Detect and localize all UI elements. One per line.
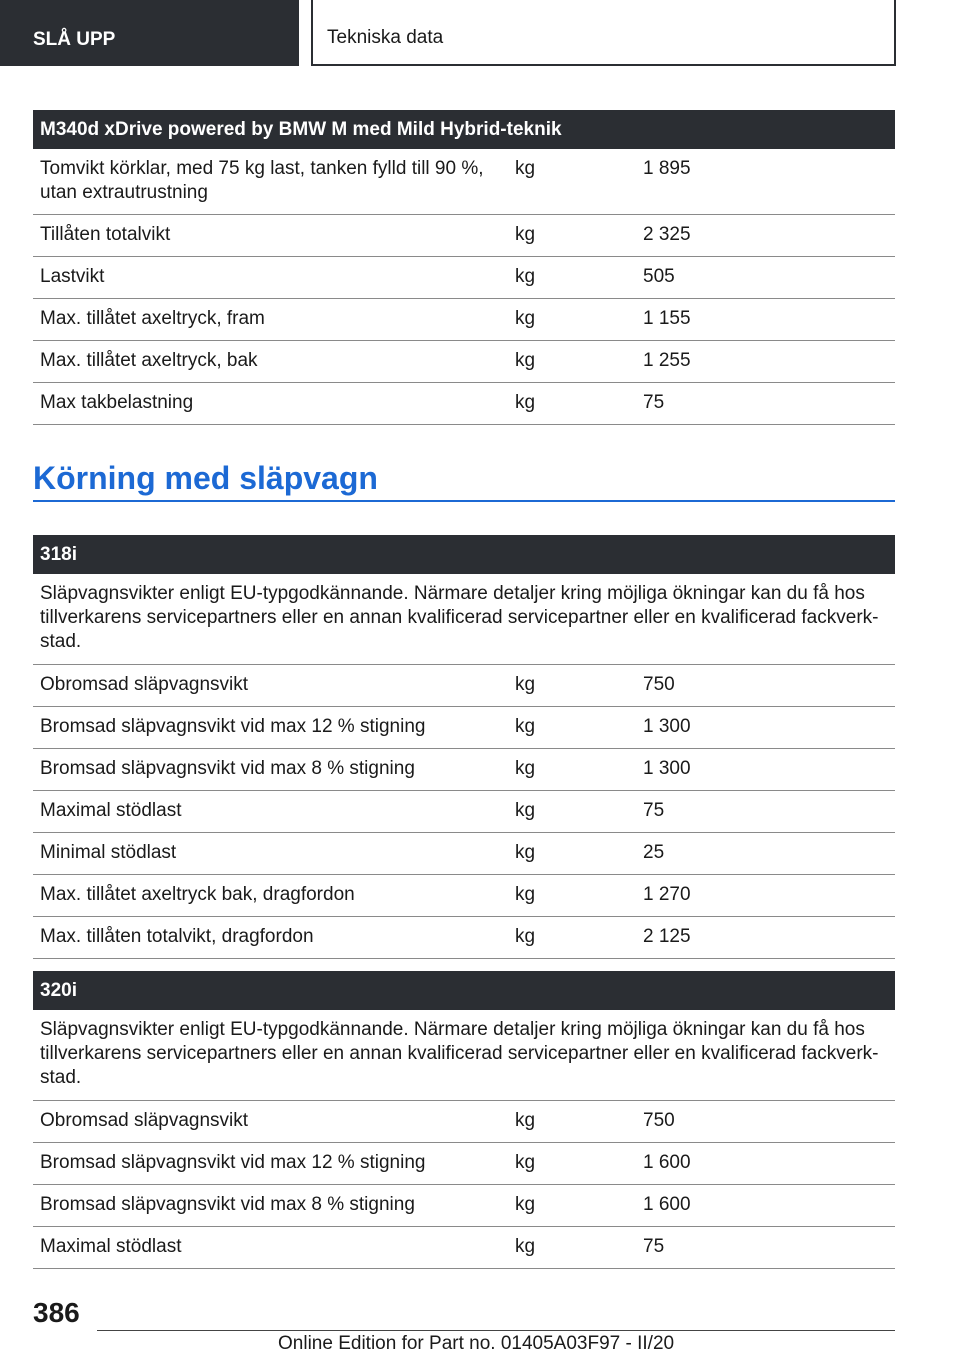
row-unit: kg (508, 341, 636, 383)
row-unit: kg (508, 791, 636, 833)
table-row (33, 383, 895, 425)
row-value: 75 (636, 791, 895, 833)
table-row (33, 791, 895, 833)
row-unit: kg (508, 149, 636, 215)
page-number: 386 (33, 1297, 80, 1328)
table-row (33, 1185, 895, 1227)
table-note-row (33, 1010, 895, 1101)
table-header-row (33, 535, 895, 574)
row-value: 2 325 (636, 215, 895, 257)
table-header-row (33, 110, 895, 149)
row-label: Bromsad släpvagnsvikt vid max 8 % stigning (33, 1185, 508, 1227)
row-unit: kg (508, 1101, 636, 1143)
table-row (33, 299, 895, 341)
row-value: 1 895 (636, 149, 895, 215)
row-value: 1 600 (636, 1143, 895, 1185)
row-label: Obromsad släpvagnsvikt (33, 1101, 508, 1143)
table-row (33, 149, 895, 215)
weights-table-m340d (33, 110, 895, 425)
row-value: 505 (636, 257, 895, 299)
row-unit: kg (508, 299, 636, 341)
row-unit: kg (508, 1143, 636, 1185)
table-note-row (33, 574, 895, 665)
table-row (33, 833, 895, 875)
top-navigation (0, 0, 960, 66)
row-value: 750 (636, 1101, 895, 1143)
row-value: 1 300 (636, 749, 895, 791)
row-value: 750 (636, 665, 895, 707)
table-title: 320i (33, 971, 895, 1010)
row-unit: kg (508, 875, 636, 917)
row-value: 2 125 (636, 917, 895, 959)
row-value: 75 (636, 383, 895, 425)
row-label: Max. tillåtet axeltryck bak, dragfordon (33, 875, 508, 917)
row-label: Maximal stödlast (33, 791, 508, 833)
row-value: 1 600 (636, 1185, 895, 1227)
table-row (33, 917, 895, 959)
row-unit: kg (508, 749, 636, 791)
row-label: Lastvikt (33, 257, 508, 299)
table-row (33, 1101, 895, 1143)
row-unit: kg (508, 1185, 636, 1227)
row-value: 25 (636, 833, 895, 875)
table-row (33, 665, 895, 707)
table-row (33, 215, 895, 257)
row-value: 1 255 (636, 341, 895, 383)
table-title: M340d xDrive powered by BMW M med Mild Hybrid-teknik (33, 110, 895, 149)
row-label: Maximal stödlast (33, 1227, 508, 1269)
row-label: Obromsad släpvagnsvikt (33, 665, 508, 707)
row-label: Tillåten totalvikt (33, 215, 508, 257)
table-row (33, 875, 895, 917)
row-label: Max. tillåtet axeltryck, bak (33, 341, 508, 383)
chapter-tab-label: Tekniska data (327, 27, 444, 48)
row-unit: kg (508, 383, 636, 425)
table-row (33, 1143, 895, 1185)
row-unit: kg (508, 215, 636, 257)
row-label: Max. tillåten totalvikt, dragfordon (33, 917, 508, 959)
table-title: 318i (33, 535, 895, 574)
lookup-tab-label: SLÅ UPP (33, 29, 116, 50)
table-row (33, 257, 895, 299)
row-label: Bromsad släpvagnsvikt vid max 12 % stigning (33, 707, 508, 749)
row-value: 1 270 (636, 875, 895, 917)
row-unit: kg (508, 917, 636, 959)
table-note: Släpvagnsvikter enligt EU-typgodkännande. Närmare detaljer kring möjliga ökningar kan du få hos tillverkarens servicepartners eller en annan kvalificerad servicepartner eller en kvalificerad fackverkstad. (33, 1010, 895, 1101)
row-label: Max. tillåtet axeltryck, fram (33, 299, 508, 341)
row-label: Minimal stödlast (33, 833, 508, 875)
edition-text: Online Edition for Part no. 01405A03F97 - II/20 (278, 1333, 675, 1354)
row-label: Max takbelastning (33, 383, 508, 425)
towing-table-318i (33, 535, 895, 959)
section-heading: Körning med släpvagn (33, 458, 895, 502)
table-row (33, 749, 895, 791)
row-unit: kg (508, 833, 636, 875)
row-unit: kg (508, 707, 636, 749)
footer-divider (97, 1330, 895, 1331)
towing-table-320i (33, 971, 895, 1269)
row-value: 1 155 (636, 299, 895, 341)
row-unit: kg (508, 665, 636, 707)
row-label: Bromsad släpvagnsvikt vid max 12 % stigning (33, 1143, 508, 1185)
lookup-tab[interactable] (0, 0, 299, 66)
table-note: Släpvagnsvikter enligt EU-typgodkännande. Närmare detaljer kring möjliga ökningar kan du få hos tillverkarens servicepartners eller en annan kvalificerad servicepartner eller en kvalificerad fackverkstad. (33, 574, 895, 665)
row-label: Tomvikt körklar, med 75 kg last, tanken fylld till 90 %, utan extrautrustning (33, 149, 508, 215)
table-row (33, 341, 895, 383)
row-value: 75 (636, 1227, 895, 1269)
chapter-tab[interactable] (311, 0, 896, 66)
row-value: 1 300 (636, 707, 895, 749)
table-row (33, 1227, 895, 1269)
table-header-row (33, 971, 895, 1010)
row-label: Bromsad släpvagnsvikt vid max 8 % stigning (33, 749, 508, 791)
row-unit: kg (508, 257, 636, 299)
table-row (33, 707, 895, 749)
row-unit: kg (508, 1227, 636, 1269)
